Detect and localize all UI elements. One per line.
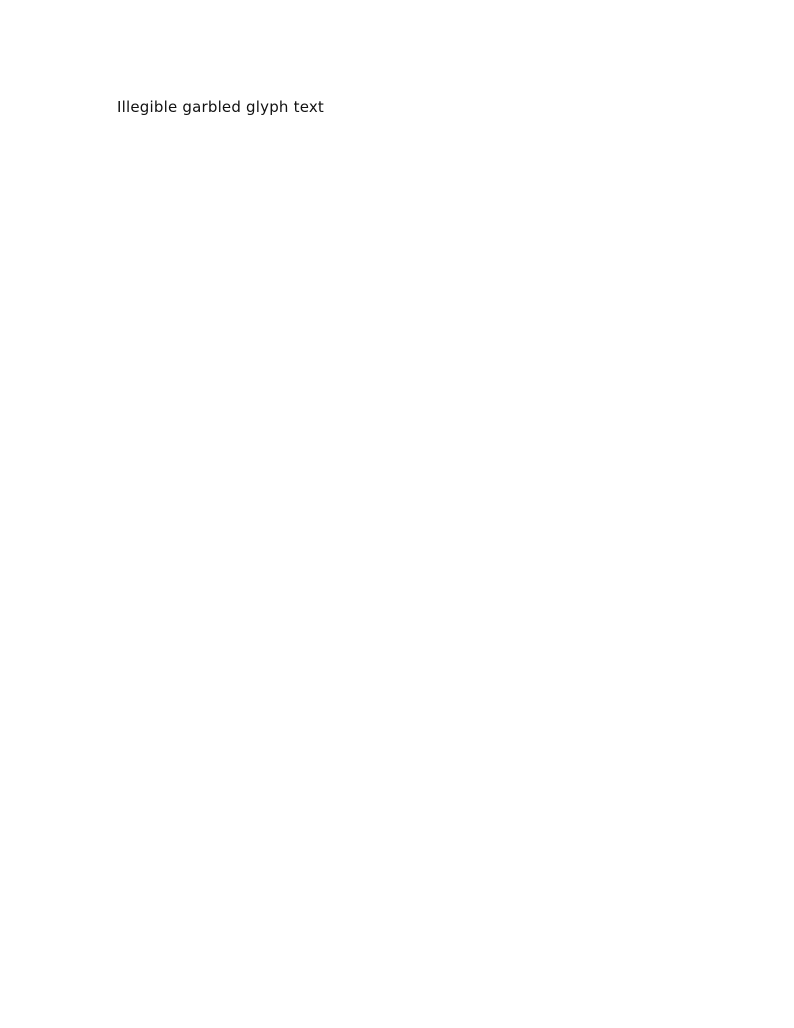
body-text-block <box>117 96 691 946</box>
text-line: Illegible garbled glyph text <box>117 98 325 116</box>
